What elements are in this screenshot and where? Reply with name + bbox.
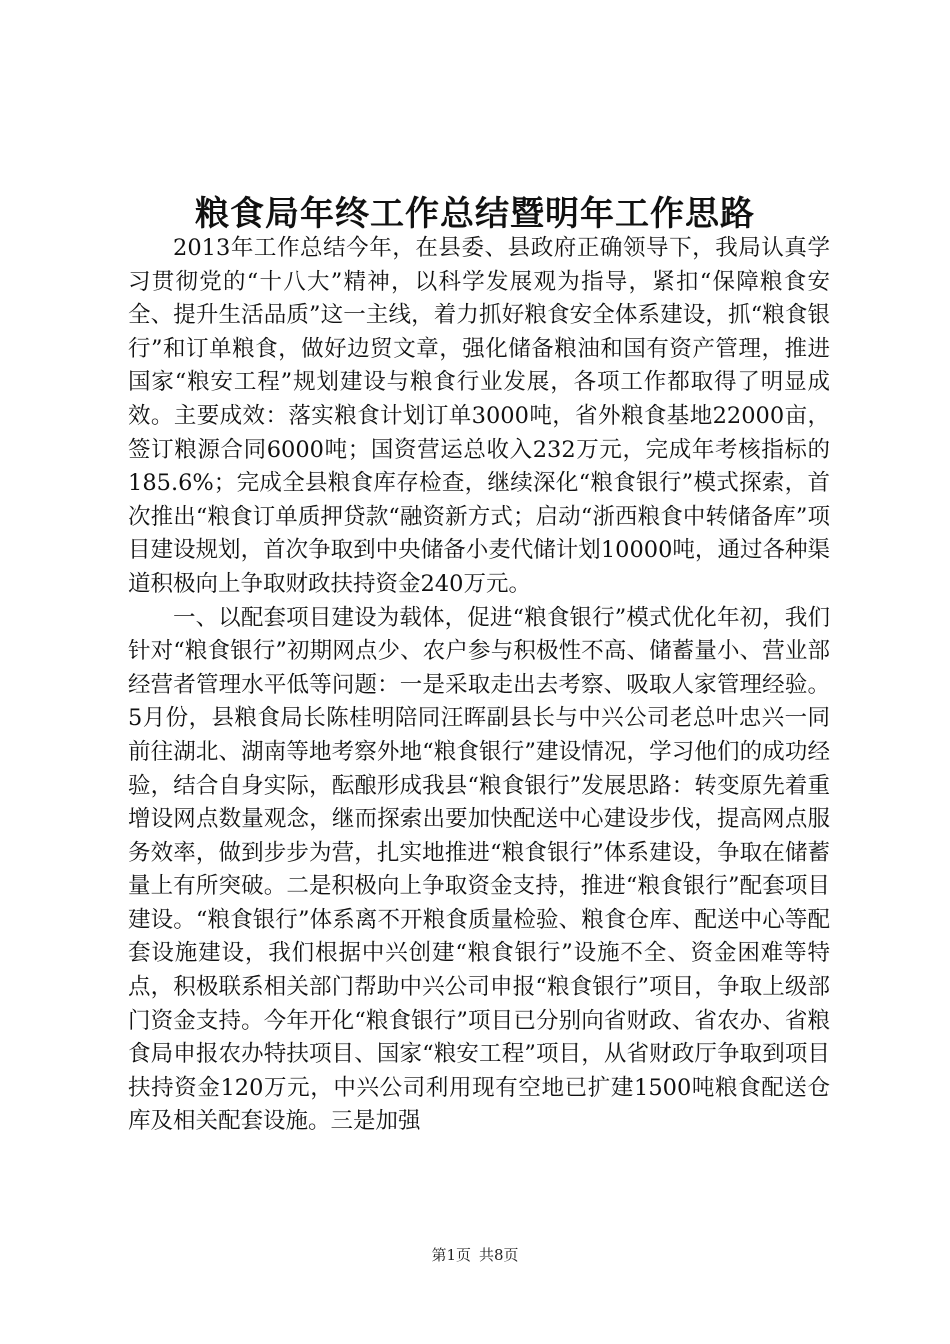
document-body: [128, 232, 830, 1139]
paragraph-summary: 2013年工作总结今年，在县委、县政府正确领导下，我局认真学习贯彻党的“十八大”精神，以科学发展观为指导，紧扣“保障粮食安全、提升生活品质”这一主线，着力抓好粮食安全体系建设，抓“粮食银行”和订单粮食，做好边贸文章，强化储备粮油和国有资产管理，推进国家“粮安工程”规划建设与粮食行业发展，各项工作都取得了明显成效。主要成效：落实粮食计划订单3000吨，省外粮食基地22000亩，签订粮源合同6000吨；国资营运总收入232万元，完成年考核指标的185.6%；完成全县粮食库存检查，继续深化“粮食银行”模式探索，首次推出“粮食订单质押贷款“融资新方式；启动“浙西粮食中转储备库”项目建设规划，首次争取到中央储备小麦代储计划10000吨，通过各种渠道积极向上争取财政扶持资金240万元。: [128, 235, 830, 597]
paragraph-section-one: 一、以配套项目建设为载体，促进“粮食银行”模式优化年初，我们针对“粮食银行”初期网点少、农户参与积极性不高、储蓄量小、营业部经营者管理水平低等问题：一是采取走出去考察、吸取人家管理经验。5月份，县粮食局长陈桂明陪同汪晖副县长与中兴公司老总叶忠兴一同前往湖北、湖南等地考察外地“粮食银行”建设情况，学习他们的成功经验，结合自身实际，酝酿形成我县“粮食银行”发展思路：转变原先着重增设网点数量观念，继而探索出要加快配送中心建设步伐，提高网点服务效率，做到步步为营，扎实地推进“粮食银行”体系建设，争取在储蓄量上有所突破。二是积极向上争取资金支持，推进“粮食银行”配套项目建设。“粮食银行”体系离不开粮食质量检验、粮食仓库、配送中心等配套设施建设，我们根据中兴创建“粮食银行”设施不全、资金困难等特点，积极联系相关部门帮助中兴公司申报“粮食银行”项目，争取上级部门资金支持。今年开化“粮食银行”项目已分别向省财政、省农办、省粮食局申报农办特扶项目、国家“粮安工程”项目，从省财政厅争取到项目扶持资金120万元，中兴公司利用现有空地已扩建1500吨粮食配送仓库及相关配套设施。三是加强: [128, 604, 830, 1135]
page-total: 共8页: [479, 1246, 519, 1264]
page-number: 第1页: [431, 1246, 471, 1264]
page-footer: [0, 1244, 950, 1265]
document-title: 粮食局年终工作总结暨明年工作思路: [195, 194, 755, 234]
